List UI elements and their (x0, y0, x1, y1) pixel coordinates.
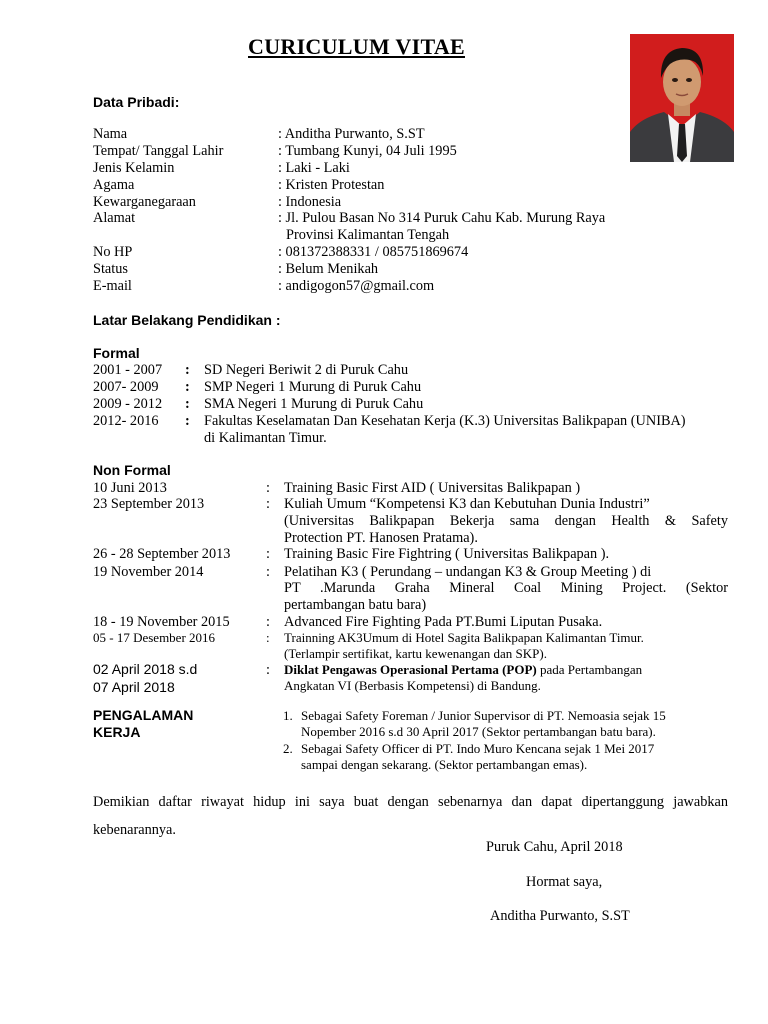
personal-row (0, 227, 768, 244)
field-value: Provinsi Kalimantan Tengah (286, 227, 450, 243)
nonformal-row-cont (0, 580, 768, 597)
formal-school: SMP Negeri 1 Murung di Puruk Cahu (204, 379, 422, 395)
personal-row (0, 210, 768, 227)
experience-heading: PENGALAMAN (93, 707, 194, 723)
formal-row (0, 379, 768, 396)
list-item-number: 1. (283, 708, 293, 723)
list-item-cont: sampai dengan sekarang. (Sektor pertambangan emas). (301, 757, 588, 772)
formal-row (0, 396, 768, 413)
field-value: : Laki - Laki (278, 160, 350, 176)
personal-heading: Data Pribadi: (93, 94, 180, 110)
nonformal-row (0, 564, 768, 581)
formal-sep: : (185, 396, 190, 412)
nonformal-text: Advanced Fire Fighting Pada PT.Bumi Liputan Pusaka. (284, 614, 603, 630)
nonformal-text-cont: Angkatan VI (Berbasis Kompetensi) di Bandung. (284, 678, 541, 693)
place-date: Puruk Cahu, April 2018 (486, 839, 623, 855)
nonformal-text: Pelatihan K3 ( Perundang – undangan K3 & Group Meeting ) di (284, 564, 652, 580)
nonformal-row-cont (0, 597, 768, 614)
nonformal-date: 05 - 17 Desember 2016 (93, 630, 216, 645)
document-title: CURICULUM VITAE (248, 34, 465, 59)
formal-years: 2007- 2009 (93, 379, 159, 395)
formal-school: Fakultas Keselamatan Dan Kesehatan Kerja (K.3) Universitas Balikpapan (UNIBA) (204, 413, 686, 429)
field-value: : Anditha Purwanto, S.ST (278, 126, 425, 142)
personal-row (0, 126, 768, 143)
nonformal-date: 23 September 2013 (93, 496, 205, 512)
personal-row (0, 261, 768, 278)
formal-years: 2012- 2016 (93, 413, 159, 429)
nonformal-row (0, 480, 768, 497)
formal-school-cont: di Kalimantan Timur. (204, 430, 327, 446)
nonformal-date: 19 November 2014 (93, 564, 204, 580)
nonformal-text-bold: Diklat Pengawas Operasional Pertama ( (284, 662, 507, 677)
nonformal-sep: : (266, 546, 270, 562)
field-label: Nama (93, 126, 128, 142)
nonformal-text-cont: pertambangan batu bara) (284, 597, 427, 613)
field-value: : Jl. Pulou Basan No 314 Puruk Cahu Kab. Murung Raya (278, 210, 606, 226)
nonformal-text-cont: (Terlampir sertifikat, kartu kewenangan dan SKP). (284, 646, 547, 661)
nonformal-text (284, 662, 642, 678)
nonformal-row (0, 630, 768, 647)
nonformal-text-rest: pada Pertambangan (536, 662, 643, 677)
personal-row (0, 177, 768, 194)
formal-years: 2009 - 2012 (93, 396, 163, 412)
nonformal-date: 10 Juni 2013 (93, 480, 167, 496)
nonformal-date: 18 - 19 November 2015 (93, 614, 230, 630)
personal-row (0, 244, 768, 261)
nonformal-row (0, 496, 768, 513)
nonformal-text: Trainning AK3Umum di Hotel Sagita Balikpapan Kalimantan Timur. (284, 630, 644, 645)
nonformal-sep: : (266, 630, 270, 645)
formal-school: SMA Negeri 1 Murung di Puruk Cahu (204, 396, 424, 412)
list-item: Sebagai Safety Foreman / Junior Supervisor di PT. Nemoasia sejak 15 (301, 708, 666, 723)
nonformal-text: Kuliah Umum “Kompetensi K3 dan Kebutuhan Dunia Industri” (284, 496, 650, 512)
nonformal-row-cont (0, 530, 768, 547)
nonformal-date: 02 April 2018 s.d (93, 661, 198, 677)
formal-sep: : (185, 362, 190, 378)
nonformal-text: Training Basic Fire Fightring ( Universitas Balikpapan ). (284, 546, 610, 562)
field-label: Alamat (93, 210, 136, 226)
nonformal-row-cont (0, 513, 768, 530)
nonformal-date: 26 - 28 September 2013 (93, 546, 231, 562)
field-label: Status (93, 261, 128, 277)
nonformal-sep: : (266, 662, 270, 678)
list-item: Sebagai Safety Officer di PT. Indo Muro Kencana sejak 1 Mei 2017 (301, 741, 655, 756)
personal-row (0, 160, 768, 177)
nonformal-text-bold: POP (506, 662, 533, 677)
nonformal-sep: : (266, 496, 270, 512)
field-value: : 081372388331 / 085751869674 (278, 244, 469, 260)
field-value: : andigogon57@gmail.com (278, 278, 435, 294)
nonformal-sep: : (266, 614, 270, 630)
nonformal-row (0, 546, 768, 563)
signature-name: Anditha Purwanto, S.ST (490, 908, 630, 924)
nonformal-text-cont: PT .Marunda Graha Mineral Coal Mining Project. (Sektor (284, 580, 728, 596)
field-value: : Belum Menikah (278, 261, 379, 277)
nonformal-text: Training Basic First AID ( Universitas Balikpapan ) (284, 480, 581, 496)
formal-sep: : (185, 379, 190, 395)
field-label: No HP (93, 244, 133, 260)
personal-row (0, 194, 768, 211)
field-label: Jenis Kelamin (93, 160, 175, 176)
field-value: : Kristen Protestan (278, 177, 385, 193)
field-label: Kewarganegaraan (93, 194, 196, 210)
nonformal-text-bold: ) (532, 662, 537, 677)
formal-row (0, 413, 768, 430)
field-label: E-mail (93, 278, 132, 294)
formal-years: 2001 - 2007 (93, 362, 163, 378)
nonformal-row (0, 614, 768, 631)
formal-school: SD Negeri Beriwit 2 di Puruk Cahu (204, 362, 409, 378)
field-value: : Tumbang Kunyi, 04 Juli 1995 (278, 143, 457, 159)
signature-greeting: Hormat saya, (526, 874, 603, 890)
formal-heading: Formal (93, 345, 140, 361)
field-label: Agama (93, 177, 135, 193)
nonformal-heading: Non Formal (93, 462, 171, 478)
personal-row (0, 143, 768, 160)
list-item-cont: Nopember 2016 s.d 30 April 2017 (Sektor pertambangan batu bara). (301, 724, 656, 739)
personal-row (0, 278, 768, 295)
education-heading: Latar Belakang Pendidikan : (93, 312, 281, 328)
field-label: Tempat/ Tanggal Lahir (93, 143, 224, 159)
nonformal-sep: : (266, 564, 270, 580)
nonformal-date: 07 April 2018 (93, 679, 175, 695)
formal-row-cont (0, 430, 768, 447)
formal-row (0, 362, 768, 379)
nonformal-text-cont: (Universitas Balikpapan Bekerja sama dengan Health & Safety (284, 513, 728, 529)
experience-heading-2: KERJA (93, 724, 141, 740)
list-item-number: 2. (283, 741, 293, 756)
field-value: : Indonesia (278, 194, 342, 210)
formal-sep: : (185, 413, 190, 429)
nonformal-sep: : (266, 480, 270, 496)
closing-statement: Demikian daftar riwayat hidup ini saya buat dengan sebenarnya dan dapat dipertanggung jawabkan kebenarannya. (93, 794, 728, 838)
nonformal-text-cont: Protection PT. Hanosen Pratama). (284, 530, 478, 546)
